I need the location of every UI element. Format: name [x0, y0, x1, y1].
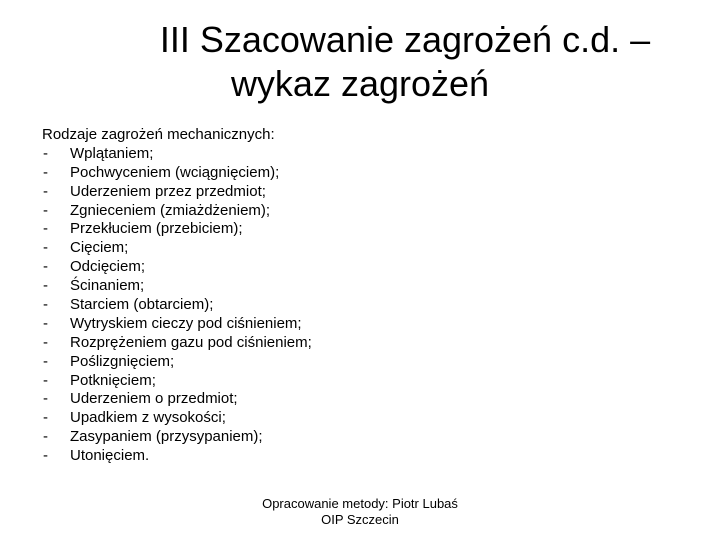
- list-item: [42, 239, 682, 258]
- bullet-dash: -: [43, 182, 48, 200]
- list-item: [42, 315, 682, 334]
- hazard-intro: [42, 126, 682, 145]
- list-item: [42, 334, 682, 353]
- bullet-dash: -: [43, 428, 48, 446]
- bullet-dash: -: [43, 220, 48, 238]
- list-item-text: Wytryskiem cieczy pod ciśnieniem;: [70, 314, 302, 332]
- bullet-dash: -: [43, 409, 48, 427]
- bullet-dash: -: [43, 296, 48, 314]
- list-item-text: Starciem (obtarciem);: [70, 296, 214, 314]
- list-item: [42, 372, 682, 391]
- slide-title-line-1: III Szacowanie zagrożeń c.d. –: [159, 19, 651, 60]
- bullet-dash: -: [43, 314, 48, 332]
- bullet-dash: -: [43, 144, 48, 162]
- list-item-text: Uderzeniem przez przedmiot;: [70, 182, 266, 200]
- footer-author: Opracowanie metody: Piotr Lubaś: [262, 496, 458, 511]
- intro-suffix: :: [270, 126, 275, 143]
- list-item: [42, 296, 682, 315]
- list-item-text: Odcięciem;: [70, 258, 146, 276]
- list-item-text: Rozprężeniem gazu pod ciśnieniem;: [70, 333, 312, 351]
- list-item-text: Potknięciem;: [70, 371, 156, 389]
- list-item-text: Przekłuciem (przebiciem);: [70, 220, 243, 238]
- bullet-dash: -: [43, 239, 48, 257]
- slide-title-line-2: wykaz zagrożeń: [230, 63, 490, 104]
- list-item-text: Ścinaniem;: [70, 277, 145, 295]
- list-item: [42, 258, 682, 277]
- intro-main: zagrożeń mechanicznych: [101, 126, 271, 143]
- bullet-dash: -: [43, 277, 48, 295]
- bullet-dash: -: [43, 333, 48, 351]
- bullet-dash: -: [43, 258, 48, 276]
- list-item: [42, 353, 682, 372]
- list-item-text: Upadkiem z wysokości;: [70, 409, 226, 427]
- list-item: [42, 202, 682, 221]
- list-item-text: Zgnieceniem (zmiażdżeniem);: [70, 201, 271, 219]
- hazard-content: [42, 126, 682, 466]
- list-item: [42, 390, 682, 409]
- bullet-dash: -: [43, 447, 48, 465]
- list-item: [42, 277, 682, 296]
- list-item-text: Zasypaniem (przysypaniem);: [70, 428, 263, 446]
- list-item-text: Cięciem;: [70, 239, 129, 257]
- list-item-text: Poślizgnięciem;: [70, 352, 175, 370]
- list-item: [42, 183, 682, 202]
- bullet-dash: -: [43, 201, 48, 219]
- list-item: [42, 220, 682, 239]
- list-item-text: Pochwyceniem (wciągnięciem);: [70, 163, 280, 181]
- list-item-text: Utonięciem.: [70, 447, 150, 465]
- intro-prefix: Rodzaje: [42, 126, 102, 143]
- slide-title: [0, 18, 720, 106]
- list-item: [42, 145, 682, 164]
- list-item: [42, 428, 682, 447]
- footer-credit: [210, 496, 510, 528]
- bullet-dash: -: [43, 352, 48, 370]
- list-item: [42, 164, 682, 183]
- bullet-dash: -: [43, 163, 48, 181]
- list-item: [42, 447, 682, 466]
- bullet-dash: -: [43, 371, 48, 389]
- bullet-dash: -: [43, 390, 48, 408]
- hazard-list: [42, 145, 682, 466]
- list-item-text: Wplątaniem;: [70, 144, 154, 162]
- footer-organization: OIP Szczecin: [321, 512, 399, 527]
- list-item-text: Uderzeniem o przedmiot;: [70, 390, 238, 408]
- list-item: [42, 409, 682, 428]
